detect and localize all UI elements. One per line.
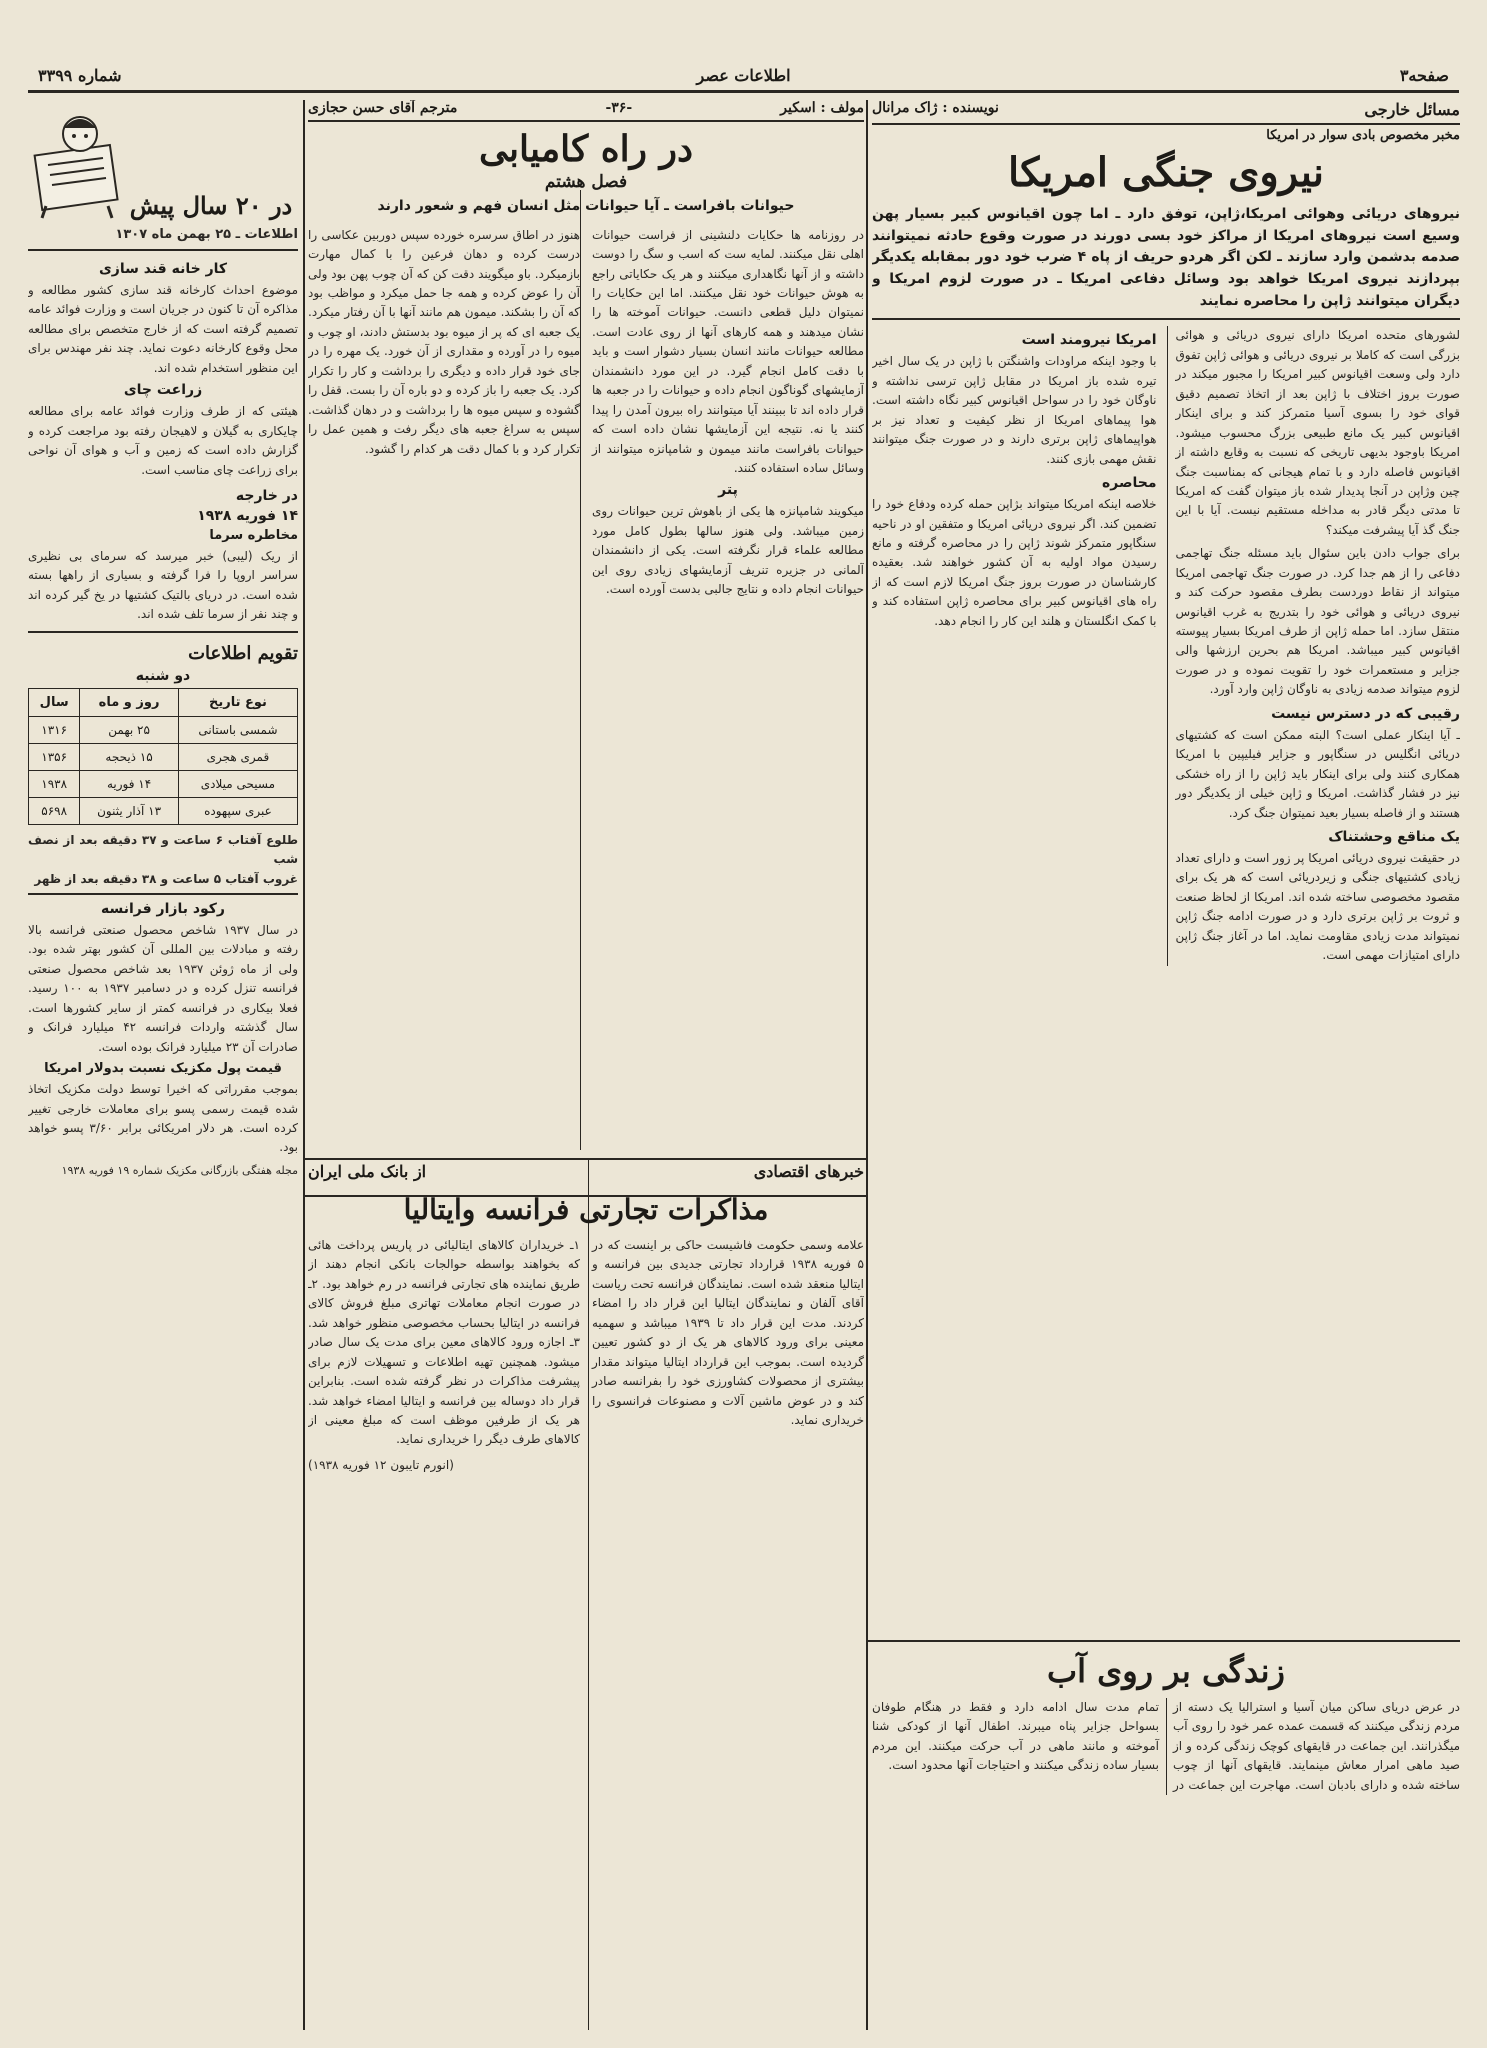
source-note: مجله هفتگی بازرگانی مکزیک شماره ۱۹ فوریه ۱۹۳۸ bbox=[61, 1163, 298, 1177]
weekday-label: دو شنبه bbox=[135, 667, 191, 684]
column-header: نوع تاریخ bbox=[178, 688, 297, 716]
article-paragraph: هنوز در اطاق سرسره خورده سپس دوربین عکاسی را درست کرده و دهان فرعین را با کمال مهارت بازمیکرد. باو میگویند دقت کن که آن چوب پهن بود ولی آن را عوض کرده و همه جا حمل میکرد و مواظب بود که آن را بشکند. میمون هم مانند آنها با آن رفتار میکرد. یک جعبه ای که پر از میوه بود بدستش دادند، او چوب و میوه را در آورده و مقداری از آن خورد. یک مهره را در جای خود قرار داده و دیگری را برداشت و کار را تکرار کرد. یک جعبه را باز کرده و دو باره آن را بست. قفل را گشوده و سپس میوه ها را برداشت و در دهان گذاشت. سپس به سراغ جعبه های دیگر رفت و همین عمل را تکرار کرد و با کمال دقت هر کدام را گشود. bbox=[308, 227, 580, 456]
correspondent-line: مخبر مخصوص بادی سوار در امریکا bbox=[1266, 128, 1460, 143]
article-paragraph: ۱ـ خریداران کالاهای ایتالیائی در پاریس پرداخت هائی که بخواهند بواسطه حوالجات بانکی انجام دهند از طریق نماینده های تجارتی فرانسه در رم خواهد بود. ۲ـ در صورت انجام معاملات تهاتری مبلغ فروش کالای فرانسه در ایتالیا بحساب مخصوصی منظور خواهد شد. ۳ـ اجازه ورود کالاهای معین برای مدت یک سال صادر میشود. همچنین تهیه اطلاعات و تسهیلات لازم برای پیشرفت مذاکرات در نظر گرفته شده است. بنابراین قرار داد دوساله بین فرانسه و ایتالیا امضاء خواهد شد. هر یک از طرفین موظف است که مبلغ معینی از کالاهای طرف دیگر را خریداری نماید. bbox=[308, 1238, 580, 1447]
author-line: مولف : اسکیر bbox=[780, 100, 864, 116]
table-cell: شمسی باستانی bbox=[178, 716, 297, 743]
article-lead: نیروهای دریائی وهوائی امریکا،ژاپن، توفق دارد ـ اما چون اقیانوس کبیر بسیار پهن وسیع است نیروهای امریکا از مراکز خود بسی دورند در صورت وقوع حادثه نمیتوانند صدمه بدشمن وارد سازند ـ لکن اگر هردو حریف از پاه ۴ ضرب خود دور بمقابله یکدیگر بپردازند نیروی امریکا خواهد بود وسائل دفاعی امریکا ـ در صورت لزوم امریکا و دیگران میتوانند ژاپن را محاصره نمایند bbox=[872, 204, 1460, 320]
article-paragraph: در سال ۱۹۳۷ شاخص محصول صنعتی فرانسه بالا رفته و مبادلات بین المللی آن کشور بهتر شده بود. ولی از ماه ژوئن ۱۹۳۷ بعد شاخص محصول صنعتی فرانسه تنزل کرده و در دسامبر ۱۹۳۷ به ۱۰۰ رسید. فعلا بیکاری در فرانسه کمتر از سایر کشورها است. سال گذشته واردات فرانسه ۴۲ میلیارد فرانک و صادرات آن ۲۳ میلیارد فرانک بوده است. bbox=[28, 923, 298, 1054]
subheading: یک مناقع وحشتناک bbox=[1328, 828, 1460, 845]
table-cell: ۱۳۱۶ bbox=[29, 716, 80, 743]
article-paragraph: برای جواب دادن باین سئوال باید مسئله جنگ تهاجمی دفاعی را از هم جدا کرد. در صورت جنگ تهاجمی امریکا میتواند از نقاط دوردست بطرف مقصود حرکت کند و نیروی دریائی و هوائی خود را بتدریج به غرب اقیانوس منتقل سازد. اما حمله ژاپن از طرف امریکا بسیار پیوسته اقیانوس کبیر میباشد. امریکا هم بحرین ارزشها والی جزایر و مستعمرات خود را تقویت نموده و در صورت لزوم میتواند صدمه زیادی به ناوگان ژاپن وارد آورد. bbox=[1175, 546, 1460, 697]
issue-number: شماره ۳۳۹۹ bbox=[38, 66, 122, 85]
table-cell: ۱۳۵۶ bbox=[29, 743, 80, 770]
table-cell: ۱۳ آذار یثنون bbox=[80, 797, 179, 824]
column-header: سال bbox=[29, 688, 80, 716]
table-cell: ۵۶۹۸ bbox=[29, 797, 80, 824]
sunrise-time: طلوع آفتاب ۶ ساعت و ۳۷ دقیقه بعد از نصف شب bbox=[28, 832, 298, 867]
article-paragraph: خلاصه اینکه امریکا میتواند بژاپن حمله کرده ودفاع خود را تضمین کند. اگر نیروی دریائی امریکا و متفقین او در ناحیه سنگاپور متمرکز شوند ژاپن را در محاصره گرفته و مانع رسیدن مواد اولیه به آن کشور خواهند شد. بعقیده کارشناسان در صورت بروز جنگ امریکا لازم است که از راه های اقیانوس کبیر برای محاصره ژاپن استفاده کند و با کمک انگلستان و هلند این کار را انجام دهد. bbox=[872, 497, 1157, 628]
page-header bbox=[28, 62, 1459, 93]
column-twenty-years-ago bbox=[28, 100, 298, 2030]
subheading: قیمت پول مکزیک نسبت بدولار امریکا bbox=[44, 1061, 282, 1077]
article-paragraph: میکویند شامپانزه ها یکی از باهوش ترین حیوانات روی زمین میباشد. ولی هنوز سالها بطول کامل مورد مطالعه علماء قرار نگرفته است. یکی از دانشمندان آلمانی در جزیره تنریف آزمایشهای زیادی روی این حیوانات انجام داده و نتایج جالبی بدست آورده است. bbox=[592, 504, 864, 597]
table-row bbox=[29, 797, 298, 824]
article-paragraph: علامه وسمی حکومت فاشیست حاکی بر اینست که در ۵ فوریه ۱۹۳۸ قرارداد تجارتی جدیدی بین فرانسه و ایتالیا منعقد شده است. نمایندگان فرانسه تحت ریاست آقای آلفان و نمایندگان ایتالیا این قرار داد را امضاء کردند. مدت این قرار داد تا ۱۹۳۹ میباشد و سهمیه معینی برای ورود کالاهای هر یک از دو کشور تعیین گردیده است. بموجب این قرارداد ایتالیا میتواند مقدار بیشتری از محصولات کشاورزی خود را بفرانسه صادر کند و در عوض ماشین آلات و مصنوعات فرانسوی را خریداری نماید. bbox=[592, 1238, 864, 1427]
table-cell: ۱۹۳۸ bbox=[29, 770, 80, 797]
subheading: محاصره bbox=[1101, 475, 1157, 492]
table-row bbox=[29, 716, 298, 743]
article-paragraph: در عرض دریای ساکن میان آسیا و استرالیا یک دسته از مردم زندگی میکنند که قسمت عمده عمر خود را روی آب میگذرانند. این جماعت در قایقهای کوچک زندگی کرده و از صید ماهی امرار معاش مینمایند. قایقهای آنها از چوب ساخته شده و دارای بادبان است. مهاجرت این جماعت در تمام مدت سال ادامه دارد و فقط در هنگام طوفان بسواحل جزایر پناه میبرند. اطفال آنها از کودکی شنا آموخته و مانند ماهی در آب حرکت میکنند. این مردم بسیار ساده زندگی میکنند و احتیاجات آنها محدود است. bbox=[872, 1700, 1460, 1792]
paper-name: اطلاعات عصر bbox=[696, 66, 791, 85]
author-line: نویسنده : ژاک مرانال bbox=[872, 100, 999, 116]
newspaper-reader-illustration bbox=[28, 110, 124, 220]
article-paragraph: موضوع احداث کارخانه قند سازی کشور مطالعه و مذاکره آن تا کنون در جریان است و وزارت فوائد عامه تصمیم گرفته است که از خارج متخصص برای مطالعه محل وقوع کارخانه دعوت نماید. چند نفر مهندس برای این منظور استخدام شده اند. bbox=[28, 283, 298, 375]
subheading: پتر bbox=[718, 482, 738, 499]
table-cell: ۲۵ بهمن bbox=[80, 716, 179, 743]
subheading: رقیبی که در دسترس نیست bbox=[1271, 705, 1460, 722]
section-rule bbox=[868, 1640, 1460, 1642]
sunset-time: غروب آفتاب ۵ ساعت و ۳۸ دقیقه بعد از ظهر bbox=[28, 870, 298, 895]
table-cell: عبری سپهوده bbox=[178, 797, 297, 824]
article-paragraph: ـ آیا اینکار عملی است؟ البته ممکن است که کشتیهای دریائی انگلیس در سنگاپور و جزایر فیلیپین با امریکا همکاری کنند ولی برای اینکار باید ژاپن را از راه خشکی نیز در فشار گذاشت. امریکا و ژاپن خیلی از یکدیگر دور هستند و از فاصله بسیار بعید نمیتوان جنگ کرد. bbox=[1175, 727, 1460, 820]
calendar-title: تقویم اطلاعات bbox=[188, 642, 298, 664]
article-paragraph: لشورهای متحده امریکا دارای نیروی دریائی و هوائی بزرگی است که کاملا بر نیروی دریائی و هوائی ژاپن تفوق دارد ولی وسعت اقیانوس کبیر امریکا را مجبور میکند در صورت بروز اختلاف با ژاپن بعد از اتخاذ تصمیم دقیق قوای خود را بسوی آسیا متمرکز کند و برای اینکار اقیانوس کبیر یک مانع طبیعی بزرگ محسوب میشود. امریکا باوجود بدیهی تاریخی که نسبت به وقایع داشته از اقیانوس فاصله دارد و با تمام هیجانی که بمناسبت جنگ چین وژاپن در آنجا پدیدار شده باز میتوان گفت که امریکا تا مدتی دیگر قادر به مداخله مستقیم نیست. آیا با این جنگ گذ آیا پیشرفت میکند؟ bbox=[1175, 328, 1460, 537]
article-subtitle: حیوانات بافراست ـ آیا حیوانات مثل انسان فهم و شعور دارند bbox=[377, 198, 795, 214]
article-paragraph: در حقیقت نیروی دریائی امریکا پر زور است و دارای تعداد زیادی کشتیهای جنگی و زیردریائی است که هر یک برای مقصود مخصوصی ساخته شده اند. امریکا از لحاظ صنعت و ثروت بر ژاپن برتری دارد و در صورت ادامه جنگ ژاپن نمیتواند مدت زیادی مقاومت نماید. اما در آغاز جنگ ژاپن دارای امتیازات مهمی است. bbox=[1175, 850, 1460, 963]
table-row bbox=[29, 770, 298, 797]
section-rule bbox=[303, 1158, 866, 1160]
table-row bbox=[29, 743, 298, 770]
table-cell: ۱۴ فوریه bbox=[80, 770, 179, 797]
source-label: از بانک ملی ایران bbox=[308, 1162, 427, 1181]
source-note: (انورم تایبون ۱۲ فوریه ۱۹۳۸) bbox=[308, 1457, 454, 1472]
page-number: صفحه۳ bbox=[1399, 66, 1449, 85]
article-paragraph: هیئتی که از طرف وزارت فوائد عامه برای مطالعه چایکاری به گیلان و لاهیجان رفته بود مراجعت کرده و گزارش داده است که زمین و آب و هوای آن نواحی برای زراعت چای مناسب است. bbox=[28, 404, 298, 477]
subheading: زراعت چای bbox=[123, 382, 203, 399]
chapter-label: فصل هشتم bbox=[544, 172, 628, 192]
table-cell: ۱۵ ذیحجه bbox=[80, 743, 179, 770]
article-economic-news bbox=[308, 1162, 864, 2028]
article-headline: زندگی بر روی آب bbox=[1046, 1652, 1285, 1690]
calendar-table bbox=[28, 688, 298, 825]
article-paragraph: با وجود اینکه مراودات واشنگتن با ژاپن در یک سال اخیر تیره شده باز امریکا در مقابل ژاپن ترسی نداشته و ناوگان خود را در سواحل اقیانوس کبیر نگاه داشته است. هوا پیماهای امریکا از نظر کیفیت و تعداد نیز بر هواپیماهای ژاپن برتری دارند و در صورت جنگ میتوانند نقش مهمی بازی کنند. bbox=[872, 354, 1157, 466]
subheading: رکود بازار فرانسه bbox=[100, 901, 225, 918]
article-path-to-success bbox=[308, 100, 864, 1156]
subheading: مخاطره سرما bbox=[209, 527, 298, 543]
column-rule bbox=[303, 100, 305, 2030]
subheading: امریکا نیرومند است bbox=[1021, 332, 1157, 349]
column-header: روز و ماه bbox=[80, 688, 179, 716]
article-paragraph: از ریک (لیبی) خبر میرسد که سرمای بی نظیری سراسر اروپا را فرا گرفته و بسیاری از راهها بسته شده است. در دریای بالتیک کشتیها در یخ گیر کرده اند و چند نفر از سرما تلف شده اند. bbox=[28, 547, 298, 633]
article-life-on-water bbox=[872, 1648, 1460, 2030]
article-headline: در راه کامیابی bbox=[479, 128, 693, 170]
section-label: مسائل خارجی bbox=[1364, 100, 1460, 119]
subheading: کار خانه قند سازی bbox=[98, 261, 228, 278]
table-cell: مسیحی میلادی bbox=[178, 770, 297, 797]
article-headline: مذاکرات تجارتی فرانسه وایتالیا bbox=[403, 1193, 769, 1226]
article-paragraph: در روزنامه ها حکایات دلنشینی از فراست حیوانات اهلی نقل میکنند. لمایه ست که اسب و سگ را دوست داشته و از آنها نگاهداری میکنند و هر یک حکایاتی راجع به هوش حیوانات خود نقل میکنند. اما این حکایات را نمیتوان دلیل قطعی دانست. حیوانات آموخته ها را نشان میدهند و همه کارهای آنها از روی عادت است. مطالعه حیوانات مانند انسان بسیار دشوار است و باید با دقت کامل انجام گیرد. در این مورد دانشمندان آزمایشهای گوناگون انجام داده و حیوانات را در جعبه ها قرار داده اند تا ببینند آیا میتوانند راه بیرون آمدن را پیدا کنند یا نه. نتیجه این آزمایشها نشان داده است که حیوانات بافراست مانند میمون و شامپانزه میتوانند از وسائل ساده استفاده کنند. bbox=[592, 227, 864, 475]
dateline: اطلاعات ـ ۲۵ بهمن ماه ۱۳۰۷ bbox=[28, 220, 298, 251]
subheading: در خارجه bbox=[235, 487, 298, 504]
column-rule bbox=[866, 100, 868, 2030]
translator-line: مترجم آقای حسن حجازی bbox=[308, 100, 458, 116]
article-american-war-power bbox=[872, 100, 1460, 1638]
table-cell: قمری هجری bbox=[178, 743, 297, 770]
article-headline: نیروی جنگی امریکا bbox=[1008, 149, 1324, 196]
section-label: در ۲۰ سال پیش bbox=[129, 191, 293, 220]
section-label: خبرهای اقتصادی bbox=[753, 1162, 864, 1181]
article-paragraph: بموجب مقرراتی که اخیرا توسط دولت مکزیک اتخاذ شده قیمت رسمی پسو برای معاملات خارجی تغییر کرده است. هر دلار امریکائی برابر ۳/۶۰ پسو خواهد بود. bbox=[28, 1082, 298, 1155]
installment-number: -۳۶- bbox=[605, 100, 633, 116]
dateline: ۱۴ فوریه ۱۹۳۸ bbox=[197, 507, 298, 524]
